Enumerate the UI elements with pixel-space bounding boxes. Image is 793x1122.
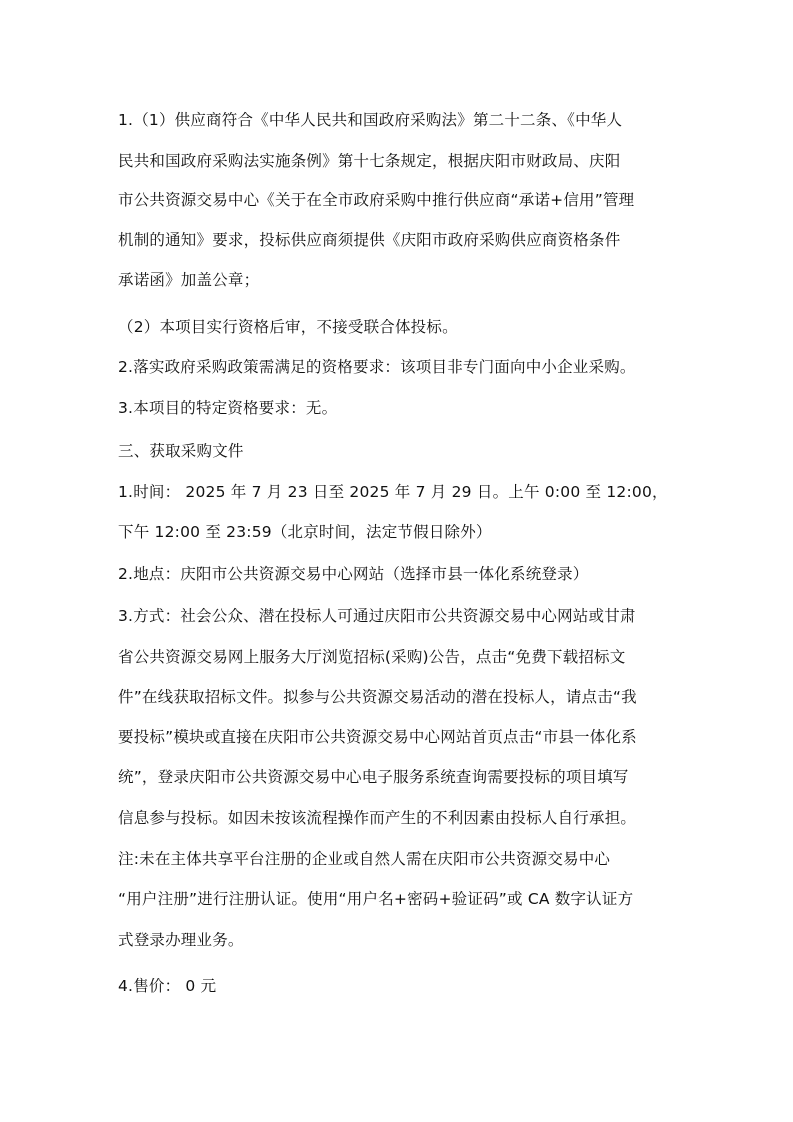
- text-line: 机制的通知》要求，投标供应商须提供《庆阳市政府采购供应商资格条件: [118, 231, 621, 249]
- text-line: 1.（1）供应商符合《中华人民共和国政府采购法》第二十二条、《中华人: [118, 111, 623, 129]
- section-heading: 三、获取采购文件: [118, 442, 244, 460]
- text-line: 2.落实政府采购政策需满足的资格要求：该项目非专门面向中小企业采购。: [118, 358, 636, 376]
- text-line: 市公共资源交易中心《关于在全市政府采购中推行供应商“承诺+信用”管理: [118, 191, 635, 209]
- text-line: 承诺函》加盖公章；: [118, 271, 260, 289]
- text-line: 民共和国政府采购法实施条例》第十七条规定，根据庆阳市财政局、庆阳: [118, 152, 621, 170]
- text-line: 省公共资源交易网上服务大厅浏览招标(采购)公告，点击“免费下载招标文: [118, 648, 626, 666]
- text-line: 下午 12:00 至 23:59（北京时间，法定节假日除外）: [118, 523, 492, 541]
- text-line: 信息参与投标。如因未按该流程操作而产生的不利因素由投标人自行承担。: [118, 809, 637, 827]
- text-line: 式登录办理业务。: [118, 931, 244, 949]
- text-line: 3.方式：社会公众、潜在投标人可通过庆阳市公共资源交易中心网站或甘肃: [118, 607, 636, 625]
- text-line: （2）本项目实行资格后审，不接受联合体投标。: [118, 318, 458, 336]
- text-line: 1.时间： 2025 年 7 月 23 日至 2025 年 7 月 29 日。上午 0:00 至 12:00，: [118, 483, 668, 501]
- text-line: 3.本项目的特定资格要求：无。: [118, 399, 338, 417]
- text-line: 注:未在主体共享平台注册的企业或自然人需在庆阳市公共资源交易中心: [118, 850, 611, 868]
- text-line: 件”在线获取招标文件。拟参与公共资源交易活动的潜在投标人，请点击“我: [118, 688, 637, 706]
- text-line: 2.地点：庆阳市公共资源交易中心网站（选择市县一体化系统登录）: [118, 565, 589, 583]
- text-line: 统”，登录庆阳市公共资源交易中心电子服务系统查询需要投标的项目填写: [118, 768, 629, 786]
- text-line: “用户注册”进行注册认证。使用“用户名+密码+验证码”或 CA 数字认证方: [118, 890, 634, 908]
- text-line: 4.售价： 0 元: [118, 977, 217, 995]
- text-line: 要投标”模块或直接在庆阳市公共资源交易中心网站首页点击“市县一体化系: [118, 728, 637, 746]
